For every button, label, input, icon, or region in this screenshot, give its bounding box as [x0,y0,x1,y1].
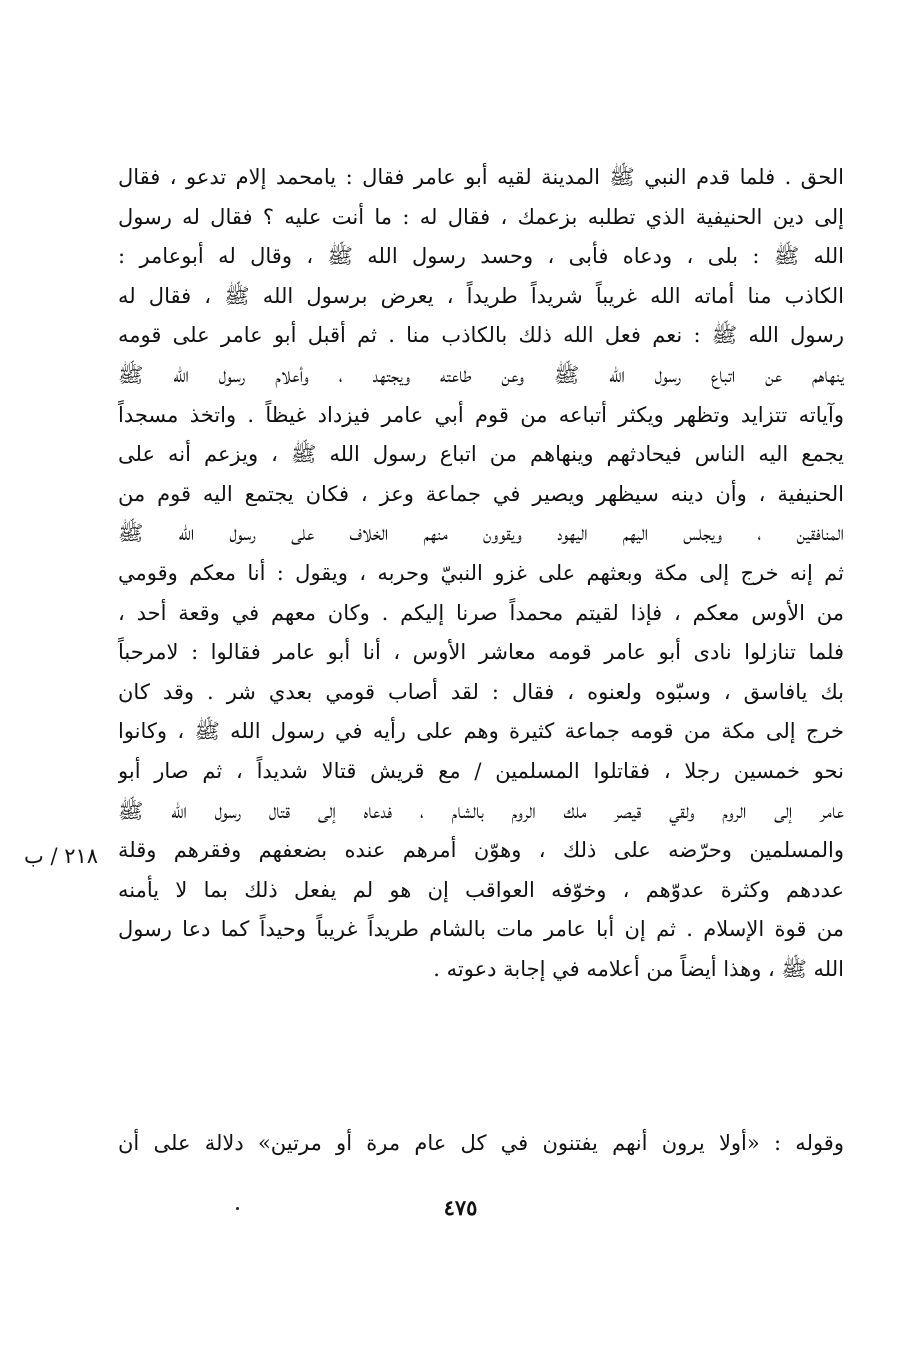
text-line: إلى دين الحنيفية الذي تطلبه بزعمك ، فقال له : ما أنت عليه ؟ فقال له رسول [118,204,844,229]
text-line: الكاذب منا أماته الله غريباً شريداً طريداً ، يعرض برسول الله ﷺ ، فقال له [118,283,844,308]
text-line: الله ﷺ ، وهذا أيضاً من أعلامه في إجابة دعوته . [433,956,844,981]
text-line: الله ﷺ : بلى ، ودعاه فأبى ، وحسد رسول الله ﷺ ، وقال له أبوعامر : [118,244,844,269]
text-line: وقوله : «أولا يرون أنهم يفتنون في كل عام مرة أو مرتين» دلالة على أن [118,1131,844,1155]
main-paragraph [118,158,844,989]
second-paragraph [118,1124,844,1164]
text-line: من الأوس معكم ، فإذا لقيتم محمداً صرنا إليكم . وكان معهم في وقعة أحد ، [118,600,844,625]
text-line: ينهاهم عن اتباع رسول الله ﷺ وعن طاعته ويجتهد ، وأعلام رسول الله ﷺ [118,362,844,387]
text-line: فلما تنازلوا نادى أبو عامر قومه معاشر الأوس ، أنا أبو عامر فقالوا : لامرحباً [118,640,844,665]
text-line: بك يافاسق ، وسبّوه ولعنوه ، فقال : لقد أصاب قومي بعدي شر . وقد كان [118,679,844,704]
text-line: نحو خمسين رجلا ، فقاتلوا المسلمين / مع قريش قتالا شديداً ، ثم صار أبو [118,758,844,783]
text-line: الحق . فلما قدم النبي ﷺ المدينة لقيه أبو عامر فقال : يامحمد إلام تدعو ، فقال [118,165,844,189]
text-line: الحنيفية ، وأن دينه سيظهر ويصير في جماعة وعز ، فكان يجتمع اليه قوم من [118,481,844,506]
text-line: يجمع اليه الناس فيحادثهم وينهاهم من اتباع رسول الله ﷺ ، ويزعم أنه على [118,442,844,467]
text-line: وآياته تتزايد وتظهر ويكثر أتباعه من قوم أبي عامر فيزداد غيظاً . واتخذ مسجداً [118,402,844,427]
text-line: عامر إلى الروم ولقي قيصر ملك الروم بالشام ، فدعاه إلى قتال رسول الله ﷺ [118,798,844,823]
text-line: خرج إلى مكة من قومه جماعة كثيرة وهم على رأيه في رسول الله ﷺ ، وكانوا [118,719,844,744]
folio-margin-note: ٢١٨ / ب [24,844,99,868]
text-line: ثم إنه خرج إلى مكة وبعثهم على غزو النبيّ وحربه ، ويقول : أنا معكم وقومي [118,560,844,585]
ink-speck [236,1207,239,1210]
text-line: رسول الله ﷺ : نعم فعل الله ذلك بالكاذب منا . ثم أقبل أبو عامر على قومه [118,323,844,348]
text-line: والمسلمين وحرّضه على ذلك ، وهوّن أمرهم عنده بضعفهم وفقرهم وقلة [118,838,844,863]
text-line: عددهم وكثرة عدوّهم ، وخوّفه العواقب إن هو لم يفعل ذلك بما لا يأمنه [118,877,844,902]
text-line: من قوة الإسلام . ثم إن أبا عامر مات بالشام طريداً غريباً وحيداً كما دعا رسول [118,917,844,942]
page-number: ٤٧٥ [443,1195,478,1220]
text-line: المنافقين ، ويجلس اليهم اليهود ويقوون منهم الخلاف على رسول الله ﷺ [118,521,844,546]
